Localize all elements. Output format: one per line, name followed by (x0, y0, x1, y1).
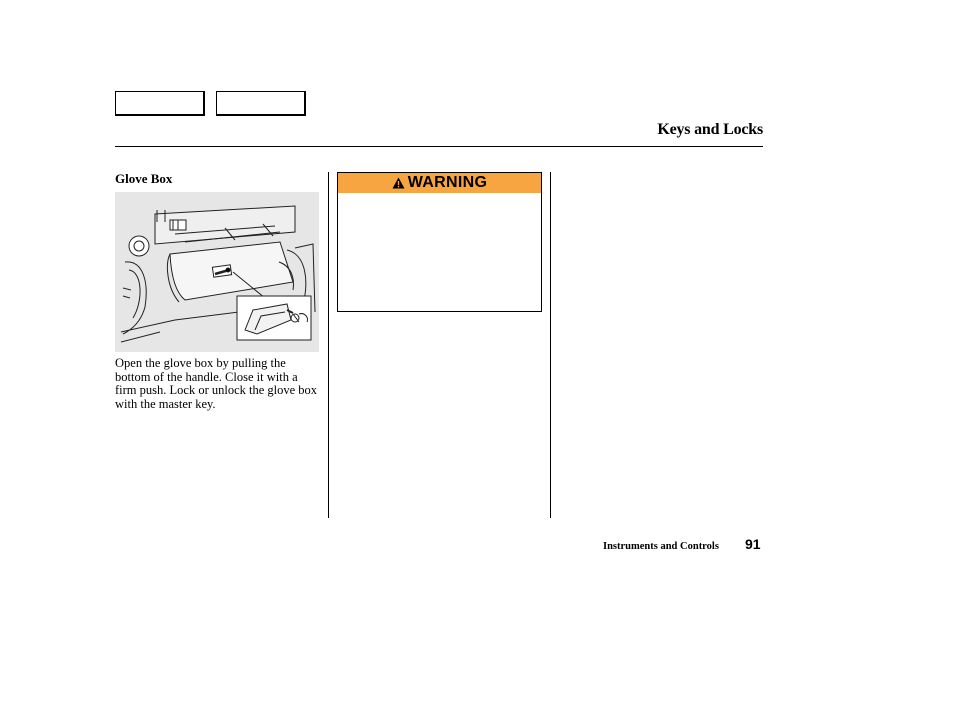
page-title: Keys and Locks (657, 121, 763, 138)
glove-box-illustration (115, 192, 319, 352)
page-number: 91 (745, 536, 761, 552)
footer-section-name: Instruments and Controls (603, 541, 719, 552)
column-divider-left (328, 172, 329, 518)
glove-box-instructions: Open the glove box by pulling the bottom of the handle. Close it with a firm push. Lock or unlock the glove box with the master key. (115, 356, 318, 411)
next-page-button[interactable] (216, 91, 306, 116)
column-divider-right (550, 172, 551, 518)
warning-box (337, 172, 542, 312)
title-rule (115, 146, 763, 147)
previous-page-button[interactable] (115, 91, 205, 116)
warning-label: WARNING (407, 174, 488, 191)
warning-header (338, 173, 541, 193)
section-heading: Glove Box (115, 171, 173, 186)
warning-triangle-icon (392, 177, 405, 189)
